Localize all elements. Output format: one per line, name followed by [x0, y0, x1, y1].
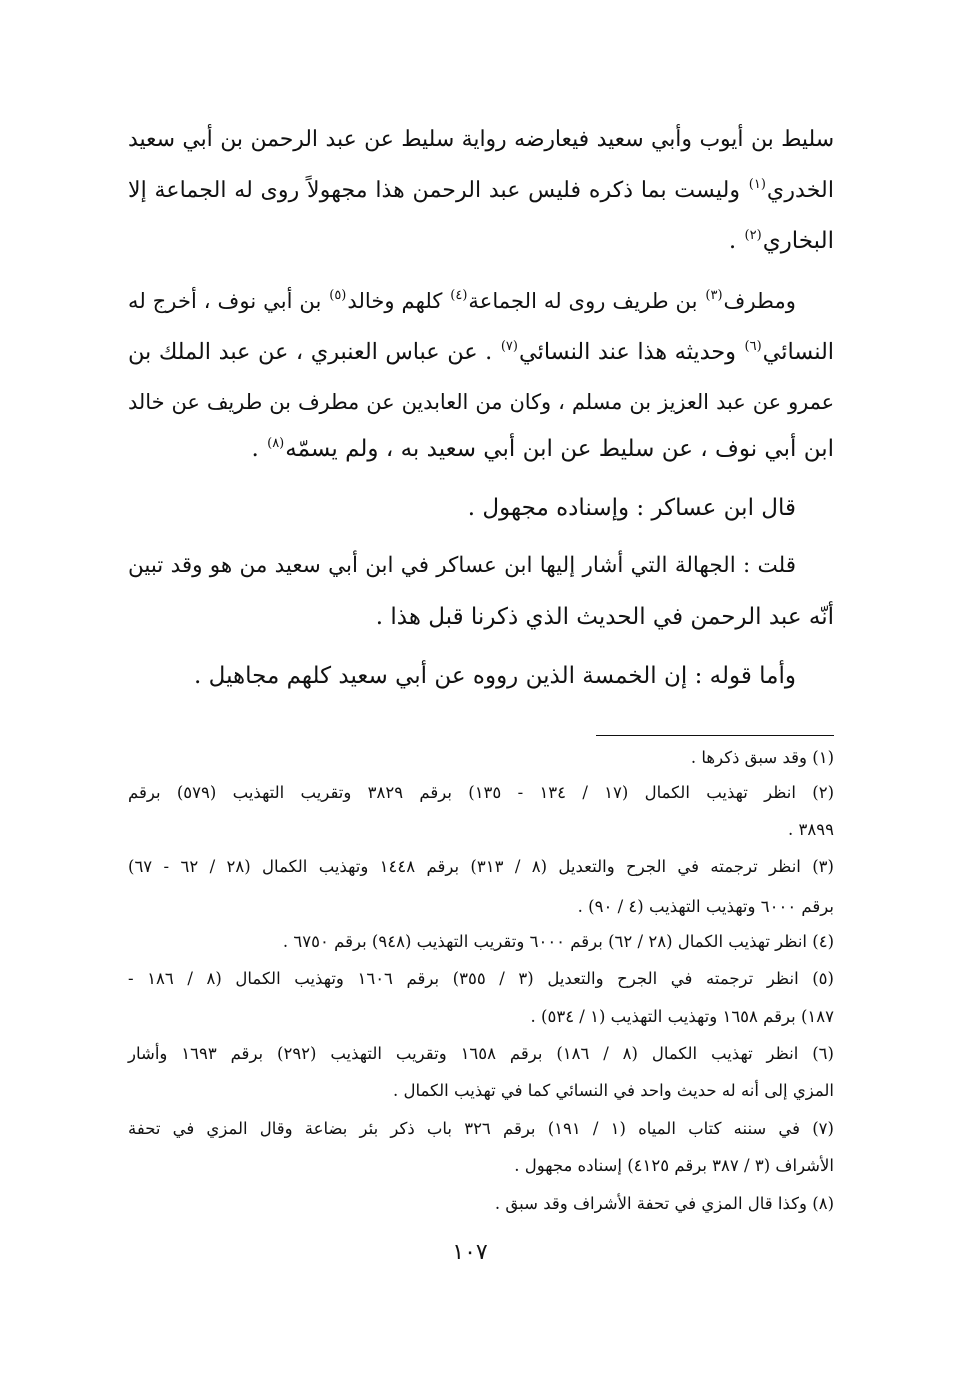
footnote-ref[interactable]: (٦)	[744, 339, 762, 354]
body-text: بن أبي نوف ، أخرج له	[128, 288, 329, 313]
footnote-ref[interactable]: (٤)	[450, 288, 468, 303]
body-line	[128, 551, 796, 581]
footnote-continuation	[531, 1005, 834, 1029]
footnote-continuation	[393, 1079, 834, 1103]
footnote-continuation	[514, 1154, 834, 1178]
footnote-item	[495, 1192, 834, 1216]
footnote-text: ١٨٧) برقم ١٦٥٨ وتهذيب التهذيب (١ / ٥٣٤) .	[530, 1007, 834, 1026]
footnote-text: (٢) انظر تهذيب الكمال (١٧ / ١٣٤ - ١٣٥) برقم ٣٨٢٩ وتقريب التهذيب (٥٧٩) برقم	[128, 783, 834, 802]
footnote-text: الأشراف (٣ / ٣٨٧ برقم ٤١٢٥) إسناده مجهول .	[514, 1156, 834, 1175]
footnote-ref[interactable]: (٣)	[705, 288, 723, 303]
body-text: ومطرف	[723, 288, 796, 313]
body-text: وأما قوله : إن الخمسة الذين رووه عن أبي سعيد كلهم مجاهيل .	[194, 663, 796, 689]
body-line	[128, 175, 834, 205]
body-line	[251, 434, 834, 464]
body-text: النسائي	[762, 339, 834, 365]
body-text: وحديثه هذا عند النسائي	[518, 339, 744, 365]
body-text: قال ابن عساكر : وإسناده مجهول .	[467, 495, 796, 521]
footnote-continuation	[788, 818, 834, 842]
footnote-item	[128, 967, 834, 991]
footnote-ref[interactable]: (٢)	[744, 228, 762, 243]
body-text: الخدري	[766, 177, 834, 203]
footnote-item	[128, 1117, 834, 1141]
body-text: كلهم وخالد	[347, 288, 450, 313]
body-line	[194, 661, 796, 691]
footnote-item	[128, 855, 834, 879]
footnote-item	[128, 781, 834, 805]
body-line	[128, 125, 834, 155]
body-text: أنّه عبد الرحمن في الحديث الذي ذكرنا قبل هذا .	[375, 604, 834, 630]
body-line	[128, 387, 834, 417]
footnote-text: المزي إلى أنه له حديث واحد في النسائي كما في تهذيب الكمال .	[393, 1081, 834, 1100]
footnote-item	[283, 930, 834, 954]
footnote-text: ٣٨٩٩ .	[788, 820, 834, 839]
footnote-item	[128, 1042, 834, 1066]
footnote-text: (٣) انظر ترجمته في الجرح والتعديل (٨ / ٣١٣) برقم ١٤٤٨ وتهذيب الكمال (٢٨ / ٦٢ - ٦٧)	[128, 857, 834, 876]
body-text: قلت : الجهالة التي أشار إليها ابن عساكر في ابن أبي سعيد من هو وقد تبين	[128, 553, 796, 578]
footnote-text: (٦) انظر تهذيب الكمال (٨ / ١٨٦) برقم ١٦٥٨ وتقريب التهذيب (٢٩٢) برقم ١٦٩٣ وأشار	[128, 1044, 834, 1063]
body-text: ابن أبي نوف ، عن سليط عن ابن أبي سعيد به ، ولم يسمّه	[285, 436, 834, 462]
body-line	[729, 226, 834, 256]
footnote-ref[interactable]: (٨)	[267, 436, 285, 451]
body-text: البخاري	[762, 228, 834, 254]
body-line	[376, 602, 834, 632]
page-number: ١٠٧	[452, 1240, 488, 1265]
footnote-text: (٥) انظر ترجمته في الجرح والتعديل (٣ / ٣٥٥) برقم ١٦٠٦ وتهذيب الكمال (٨ / ١٨٦ -	[128, 969, 834, 988]
body-text: عمرو عن عبد العزيز بن مسلم ، وكان من العابدين عن مطرف بن طريف عن خالد	[128, 390, 834, 414]
body-text: .	[728, 228, 744, 254]
footnote-text: (٨) وكذا قال المزي في تحفة الأشراف وقد سبق .	[494, 1194, 834, 1213]
body-line	[468, 493, 796, 523]
footnote-text: برقم ٦٠٠٠ وتهذيب التهذيب (٤ / ٩٠) .	[577, 897, 834, 916]
footnote-continuation	[578, 895, 834, 919]
body-text: سليط بن أيوب وأبي سعيد فيعارضه رواية سليط عن عبد الرحمن بن أبي سعيد	[128, 127, 834, 152]
footnote-text: (٤) انظر تهذيب الكمال (٢٨ / ٦٢) برقم ٦٠٠٠ وتقريب التهذيب (٩٤٨) برقم ٦٧٥٠ .	[282, 932, 834, 951]
body-text: بن طريف روى له الجماعة	[468, 288, 705, 313]
footnote-ref[interactable]: (٥)	[329, 288, 347, 303]
footnote-ref[interactable]: (١)	[748, 177, 766, 192]
body-text: .	[251, 436, 267, 462]
footnote-separator	[596, 735, 834, 736]
footnote-text: (٧) في سننه كتاب المياه (١ / ١٩١) برقم ٣٢٦ باب ذكر بئر بضاعة وقال المزي في تحفة	[128, 1119, 834, 1138]
body-line	[128, 337, 834, 367]
footnote-ref[interactable]: (٧)	[500, 339, 518, 354]
body-text: . عن عباس العنبري ، عن عبد الملك بن	[128, 339, 500, 365]
footnote-text: (١) وقد سبق ذكرها .	[690, 748, 834, 767]
body-text: وليست بما ذكره فليس عبد الرحمن هذا مجهولاً روى له الجماعة إلا	[128, 177, 748, 203]
footnote-item	[691, 746, 834, 770]
body-line	[128, 286, 796, 316]
